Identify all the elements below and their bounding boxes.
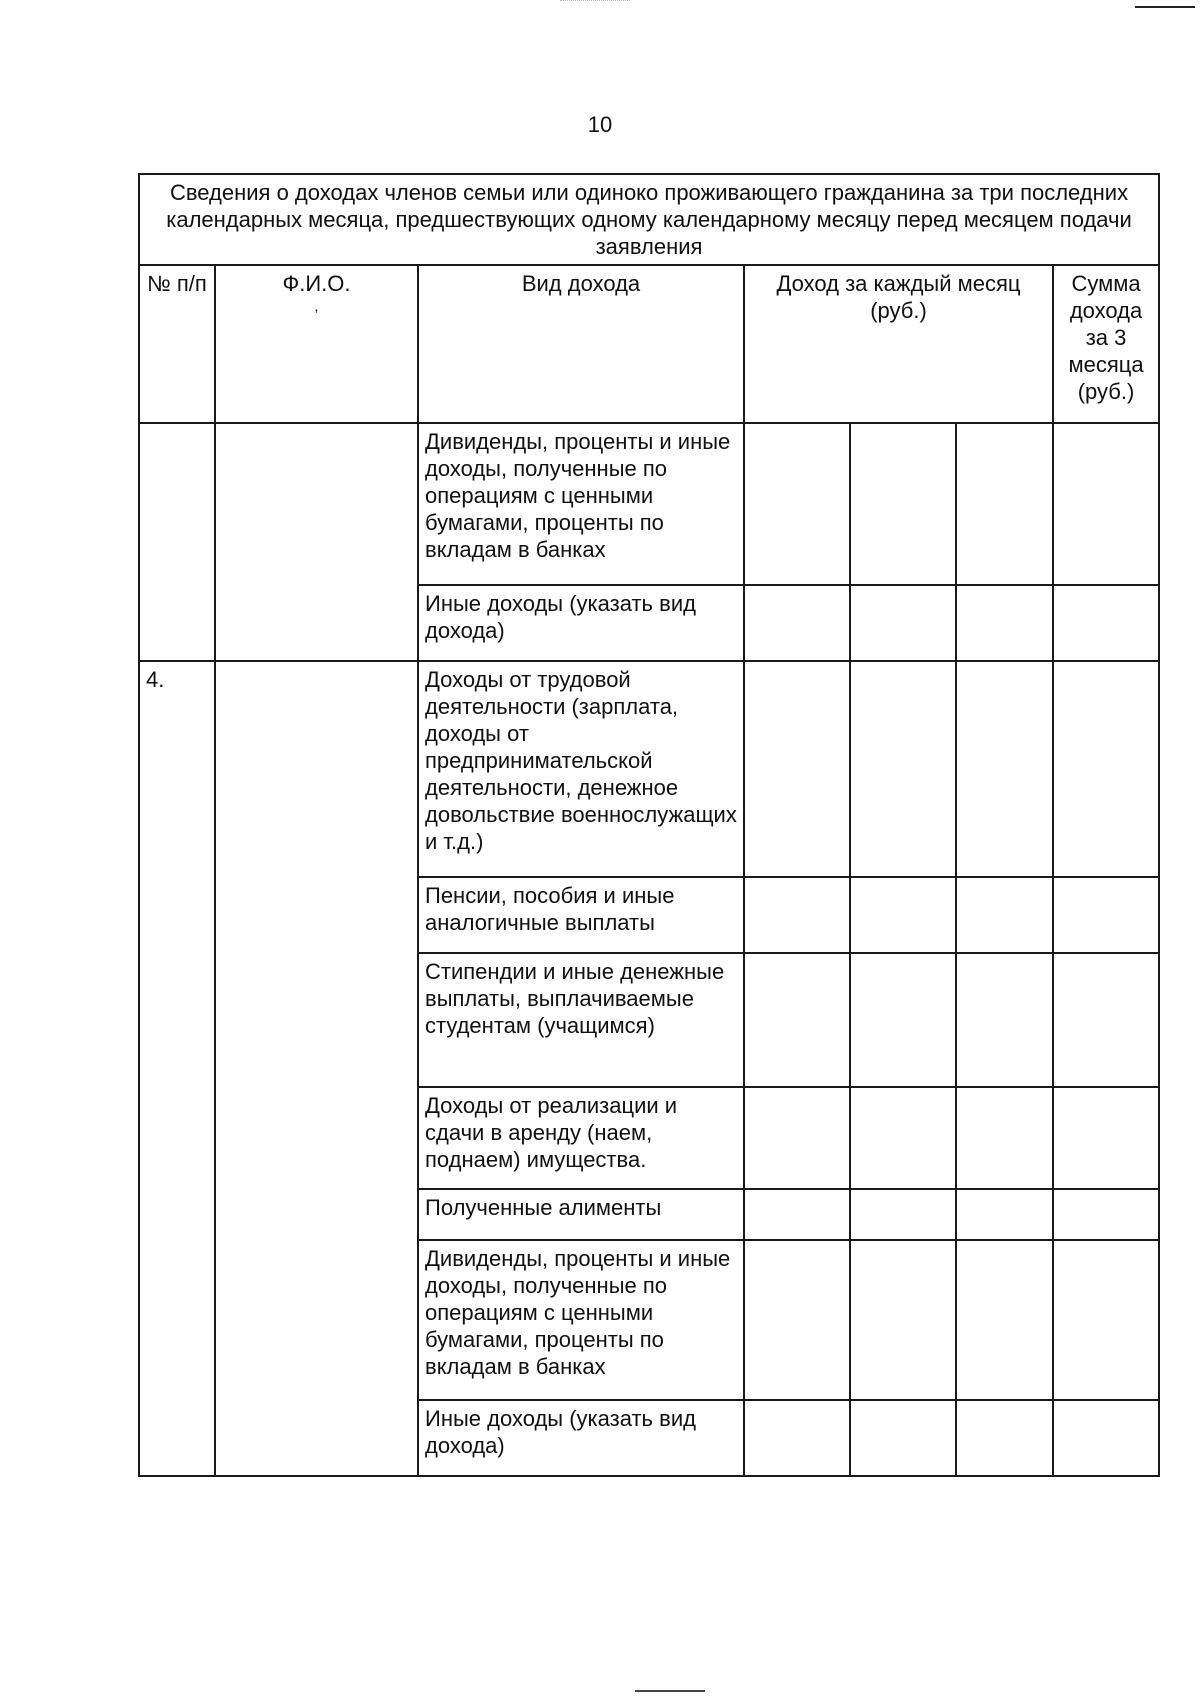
cell-month-2[interactable]	[850, 1400, 956, 1476]
table-row	[139, 661, 1159, 877]
cell-total[interactable]	[1053, 661, 1159, 877]
cell-income-type: Дивиденды, проценты и иные доходы, полученные по операциям с ценными бумагами, проценты по вкладам в банках	[418, 423, 744, 585]
cell-total[interactable]	[1053, 585, 1159, 661]
scan-bottom-mark	[635, 1690, 705, 1692]
cell-month-1[interactable]	[744, 877, 850, 953]
cell-month-2[interactable]	[850, 423, 956, 585]
cell-num-4: 4.	[139, 661, 215, 1476]
header-fio-mark: ,	[314, 298, 319, 314]
cell-fio-4[interactable]	[215, 661, 418, 1476]
header-num: № п/п	[139, 265, 215, 423]
cell-total[interactable]	[1053, 1189, 1159, 1240]
header-fio: Ф.И.О. ,	[215, 265, 418, 423]
cell-total[interactable]	[1053, 1240, 1159, 1400]
table-row	[139, 423, 1159, 585]
cell-month-1[interactable]	[744, 585, 850, 661]
cell-month-3[interactable]	[956, 1240, 1053, 1400]
cell-month-3[interactable]	[956, 423, 1053, 585]
cell-month-2[interactable]	[850, 585, 956, 661]
scan-edge-line	[1135, 6, 1195, 8]
cell-total[interactable]	[1053, 1087, 1159, 1189]
cell-month-1[interactable]	[744, 1087, 850, 1189]
header-total: Сумма дохода за 3 месяца (руб.)	[1053, 265, 1159, 423]
cell-month-3[interactable]	[956, 1087, 1053, 1189]
cell-month-3[interactable]	[956, 953, 1053, 1087]
cell-month-3[interactable]	[956, 661, 1053, 877]
cell-income-type: Полученные алименты	[418, 1189, 744, 1240]
table-caption: Сведения о доходах членов семьи или одиноко проживающего гражданина за три последних календарных месяца, предшествующих одному календарному месяцу перед месяцем подачи заявления	[139, 174, 1159, 265]
cell-month-1[interactable]	[744, 423, 850, 585]
cell-month-3[interactable]	[956, 585, 1053, 661]
cell-month-2[interactable]	[850, 953, 956, 1087]
cell-total[interactable]	[1053, 423, 1159, 585]
cell-fio-prev	[215, 423, 418, 661]
cell-income-type: Пенсии, пособия и иные аналогичные выплаты	[418, 877, 744, 953]
cell-month-2[interactable]	[850, 1087, 956, 1189]
cell-income-type: Доходы от реализации и сдачи в аренду (наем, поднаем) имущества.	[418, 1087, 744, 1189]
table-caption-row	[139, 174, 1159, 265]
cell-month-2[interactable]	[850, 1240, 956, 1400]
cell-month-2[interactable]	[850, 1189, 956, 1240]
cell-month-3[interactable]	[956, 1400, 1053, 1476]
cell-month-2[interactable]	[850, 661, 956, 877]
cell-month-1[interactable]	[744, 1189, 850, 1240]
cell-month-3[interactable]	[956, 877, 1053, 953]
table-header-row	[139, 265, 1159, 423]
cell-total[interactable]	[1053, 953, 1159, 1087]
cell-month-1[interactable]	[744, 661, 850, 877]
cell-income-type: Иные доходы (указать вид дохода)	[418, 1400, 744, 1476]
cell-month-2[interactable]	[850, 877, 956, 953]
cell-total[interactable]	[1053, 877, 1159, 953]
header-income-type: Вид дохода	[418, 265, 744, 423]
scan-artifact	[560, 0, 630, 5]
cell-income-type: Стипендии и иные денежные выплаты, выплачиваемые студентам (учащимся)	[418, 953, 744, 1087]
income-table	[138, 173, 1160, 1477]
cell-income-type: Дивиденды, проценты и иные доходы, полученные по операциям с ценными бумагами, проценты по вкладам в банках	[418, 1240, 744, 1400]
cell-month-3[interactable]	[956, 1189, 1053, 1240]
cell-income-type: Доходы от трудовой деятельности (зарплата, доходы от предпринимательской деятельности, денежное довольствие военнослужащих и т.д.)	[418, 661, 744, 877]
cell-num-prev	[139, 423, 215, 661]
cell-total[interactable]	[1053, 1400, 1159, 1476]
cell-month-1[interactable]	[744, 953, 850, 1087]
page-number: 10	[587, 112, 613, 137]
cell-income-type: Иные доходы (указать вид дохода)	[418, 585, 744, 661]
header-monthly-income: Доход за каждый месяц (руб.)	[744, 265, 1053, 423]
cell-month-1[interactable]	[744, 1240, 850, 1400]
cell-month-1[interactable]	[744, 1400, 850, 1476]
